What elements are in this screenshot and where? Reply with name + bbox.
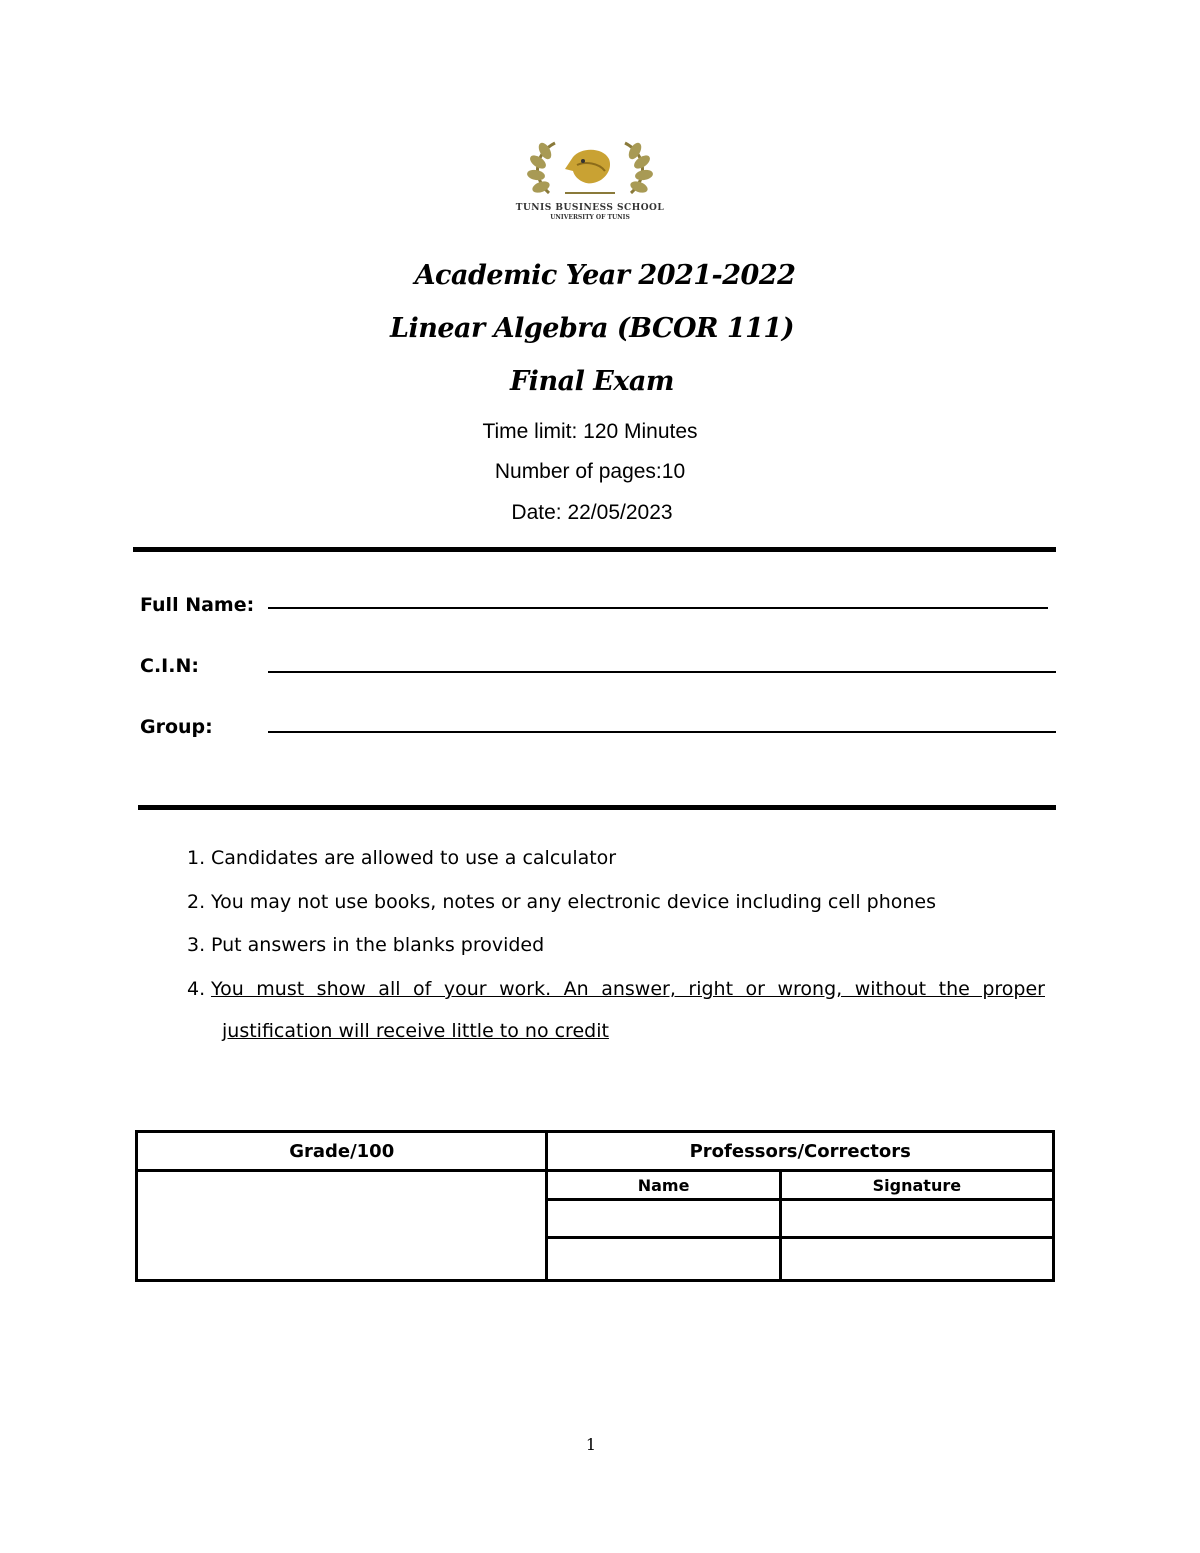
corrector-name-cell[interactable] — [547, 1200, 780, 1238]
course-title: Linear Algebra (BCOR 111) — [389, 313, 794, 344]
page-count: Number of pages:10 — [494, 460, 686, 483]
group-field[interactable] — [268, 731, 1056, 733]
professors-header: Professors/Correctors — [547, 1132, 1054, 1171]
divider-top — [133, 547, 1056, 552]
exam-date: Date: 22/05/2023 — [511, 501, 673, 524]
instruction-item — [187, 847, 616, 869]
instruction-text-continued: justification will receive little to no credit — [222, 1020, 609, 1042]
instruction-item — [187, 891, 936, 913]
instruction-text: Put answers in the blanks provided — [211, 934, 545, 956]
divider-bottom — [138, 805, 1056, 810]
instruction-number: 4. — [187, 978, 206, 1000]
exam-title: Final Exam — [510, 366, 674, 397]
full-name-field[interactable] — [268, 607, 1048, 609]
instruction-text: You must show all of your work. An answer, right or wrong, without the proper — [211, 978, 1045, 1000]
name-header: Name — [547, 1171, 780, 1200]
full-name-label: Full Name: — [140, 594, 255, 616]
grade-cell[interactable] — [137, 1171, 547, 1281]
instruction-text: Candidates are allowed to use a calculator — [211, 847, 617, 869]
instruction-text: You may not use books, notes or any electronic device including cell phones — [211, 891, 937, 913]
corrector-name-cell[interactable] — [547, 1238, 780, 1281]
grade-table — [135, 1130, 1055, 1282]
page-number: 1 — [585, 1435, 597, 1454]
signature-header: Signature — [780, 1171, 1053, 1200]
logo-line-2: UNIVERSITY OF TUNIS — [550, 214, 630, 221]
instruction-number: 2. — [187, 891, 206, 913]
academic-year: Academic Year 2021-2022 — [414, 260, 796, 291]
cin-field[interactable] — [268, 671, 1056, 673]
instruction-number: 1. — [187, 847, 206, 869]
cin-label: C.I.N: — [140, 655, 199, 677]
corrector-signature-cell[interactable] — [780, 1238, 1053, 1281]
logo-line-1: TUNIS BUSINESS SCHOOL — [515, 203, 665, 213]
time-limit: Time limit: 120 Minutes — [482, 420, 698, 443]
group-label: Group: — [140, 716, 213, 738]
instruction-item — [187, 978, 1047, 1000]
instruction-number: 3. — [187, 934, 206, 956]
instruction-item — [187, 934, 544, 956]
corrector-signature-cell[interactable] — [780, 1200, 1053, 1238]
grade-header: Grade/100 — [137, 1132, 547, 1171]
